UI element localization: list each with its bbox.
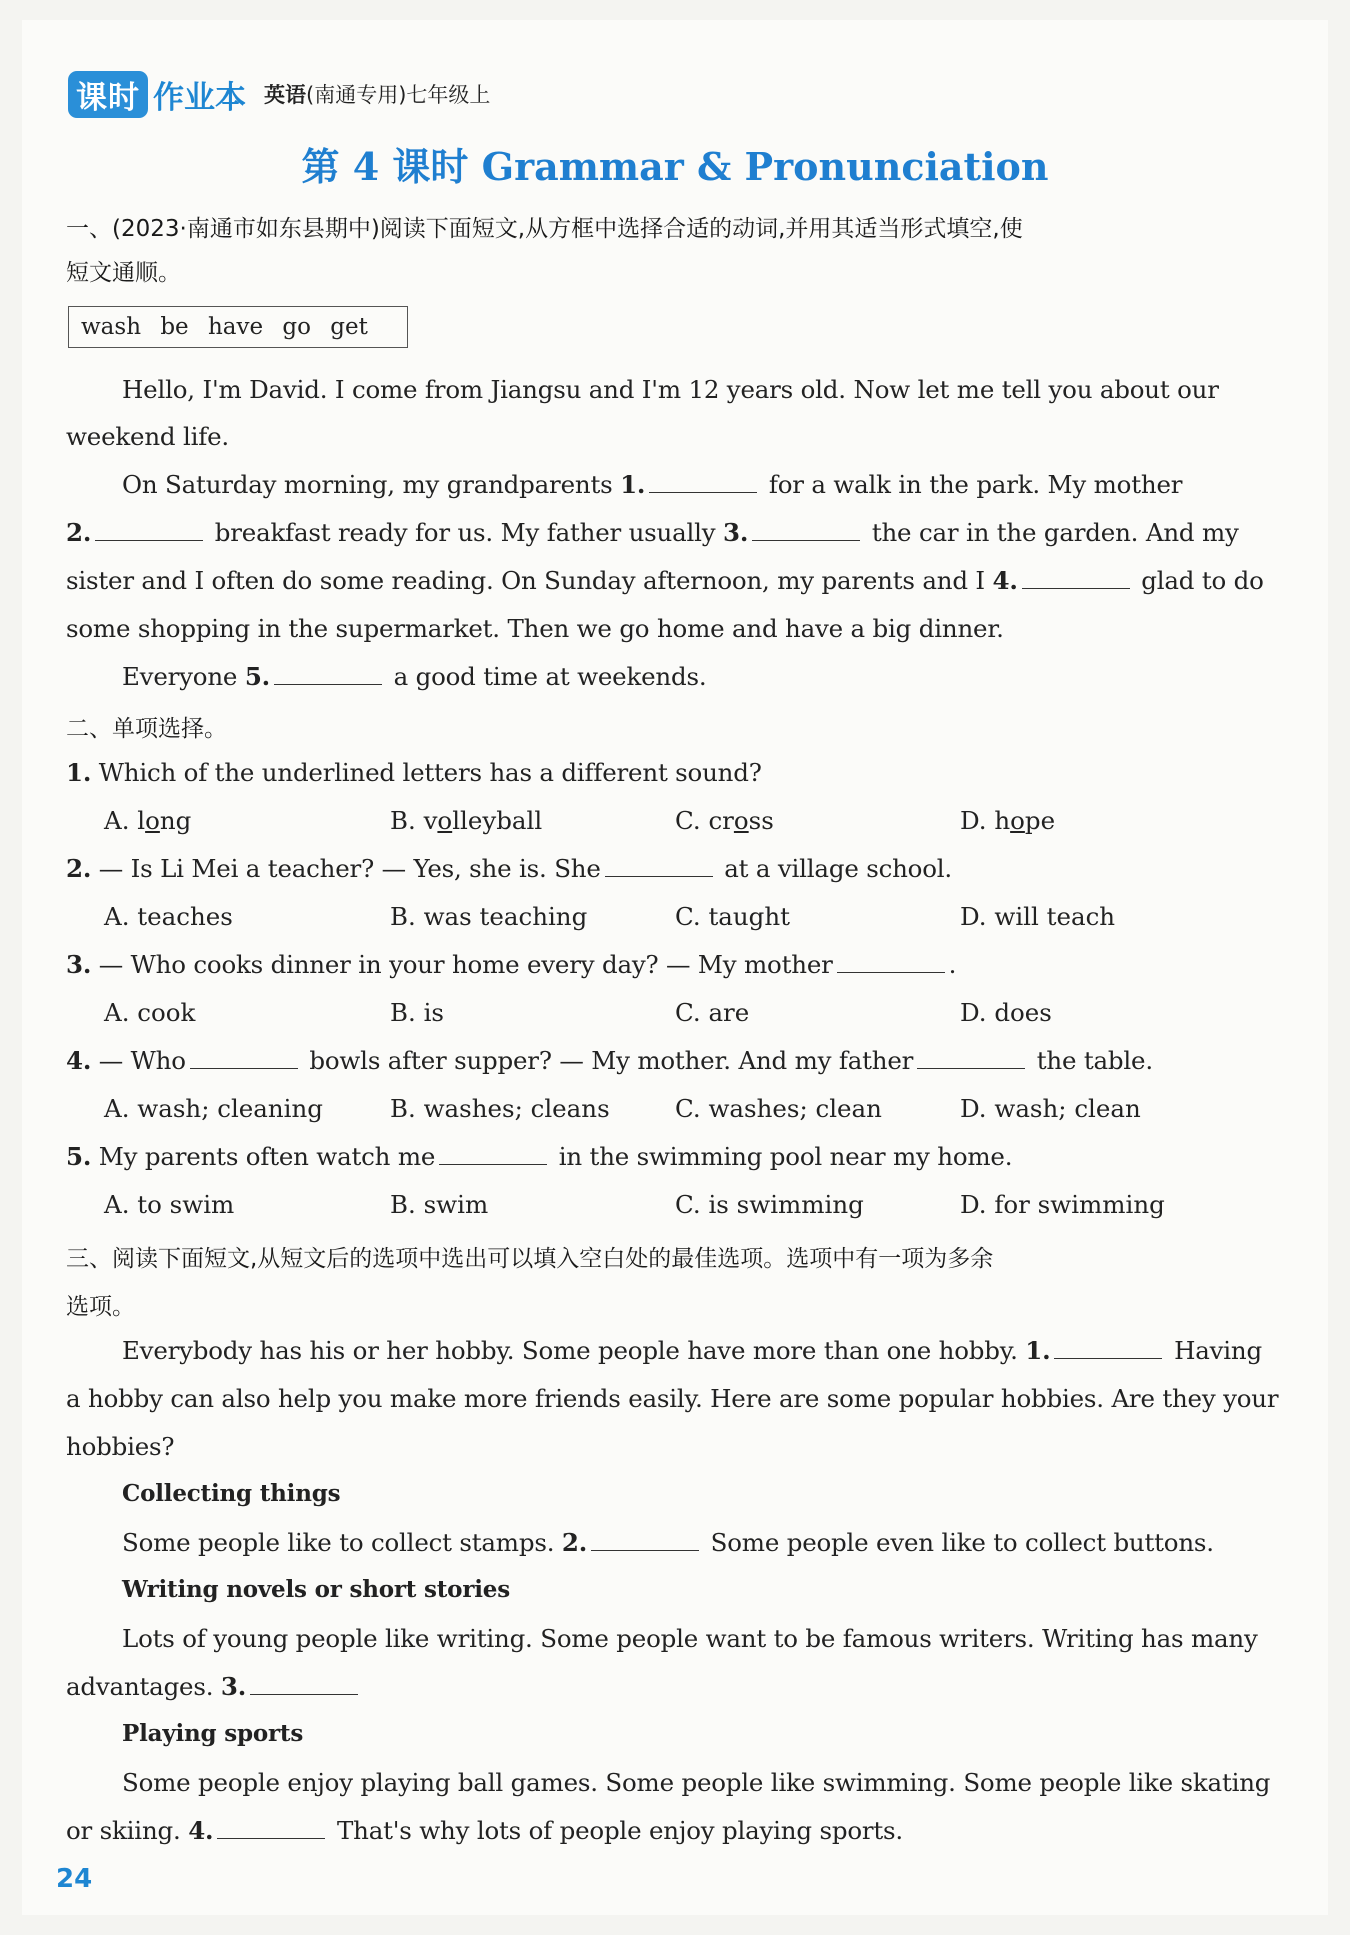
option-c[interactable]: C. cross [675, 806, 774, 835]
answer-blank[interactable] [605, 854, 713, 877]
answer-blank[interactable] [95, 518, 203, 541]
option-c[interactable]: C. taught [675, 902, 790, 931]
brand-logo-text: 作业本 [153, 79, 246, 116]
passage-line: or skiing. 4. That's why lots of people enjoy playing sports. [66, 1816, 903, 1845]
answer-blank[interactable] [917, 1046, 1025, 1069]
book-info: 英语(南通专用)七年级上 [264, 83, 491, 107]
option-a[interactable]: A. long [104, 806, 192, 835]
answer-blank[interactable] [752, 518, 860, 541]
passage-line: some shopping in the supermarket. Then we go home and have a big dinner. [66, 614, 1004, 643]
passage-line: Everybody has his or her hobby. Some people have more than one hobby. 1. Having [122, 1336, 1262, 1365]
passage-line: weekend life. [66, 422, 229, 451]
question-2: 2. — Is Li Mei a teacher? — Yes, she is. She at a village school. [66, 854, 953, 883]
option-c[interactable]: C. are [675, 998, 750, 1027]
question-1: 1. Which of the underlined letters has a different sound? [66, 758, 762, 787]
section1-heading: 一、(2023·南通市如东县期中)阅读下面短文,从方框中选择合适的动词,并用其适当形式填空,使 [66, 216, 1023, 242]
answer-blank[interactable] [649, 470, 757, 493]
question-5: 5. My parents often watch me in the swimming pool near my home. [66, 1142, 1013, 1171]
answer-blank[interactable] [591, 1528, 699, 1551]
answer-blank[interactable] [1054, 1336, 1162, 1359]
passage-line: Everyone 5. a good time at weekends. [122, 662, 707, 691]
passage-line: sister and I often do some reading. On Sunday afternoon, my parents and I 4. glad to do [66, 566, 1264, 595]
passage-line: Hello, I'm David. I come from Jiangsu and I'm 12 years old. Now let me tell you about our [122, 375, 1219, 404]
book-header [68, 72, 490, 116]
option-a[interactable]: A. cook [104, 998, 196, 1027]
option-d[interactable]: D. hope [960, 806, 1056, 835]
section3-heading-cont: 选项。 [66, 1294, 135, 1320]
answer-blank[interactable] [439, 1142, 547, 1165]
page-number: 24 [56, 1864, 93, 1894]
answer-blank[interactable] [190, 1046, 298, 1069]
answer-blank[interactable] [837, 950, 945, 973]
option-d[interactable]: D. does [960, 998, 1052, 1027]
brand-logo: 课时 [68, 71, 148, 118]
subheading-writing: Writing novels or short stories [122, 1576, 510, 1603]
passage-line: a hobby can also help you make more friends easily. Here are some popular hobbies. Are they your [66, 1384, 1279, 1413]
option-b[interactable]: B. swim [390, 1190, 489, 1219]
option-d[interactable]: D. for swimming [960, 1190, 1165, 1219]
subheading-collecting: Collecting things [122, 1480, 341, 1507]
option-b[interactable]: B. washes; cleans [390, 1094, 610, 1123]
passage-line: advantages. 3. [66, 1672, 362, 1701]
word-box: wash be have go get [68, 306, 408, 348]
question-3: 3. — Who cooks dinner in your home every day? — My mother . [66, 950, 957, 979]
passage-line: Some people enjoy playing ball games. Some people like swimming. Some people like skating [122, 1768, 1271, 1797]
passage-line: On Saturday morning, my grandparents 1. for a walk in the park. My mother [122, 470, 1183, 499]
passage-line: hobbies? [66, 1432, 175, 1461]
passage-line: Some people like to collect stamps. 2. Some people even like to collect buttons. [122, 1528, 1214, 1557]
option-a[interactable]: A. wash; cleaning [104, 1094, 323, 1123]
section1-heading-cont: 短文通顺。 [66, 260, 181, 286]
option-c[interactable]: C. is swimming [675, 1190, 864, 1219]
answer-blank[interactable] [250, 1672, 358, 1695]
option-d[interactable]: D. will teach [960, 902, 1116, 931]
option-b[interactable]: B. is [390, 998, 444, 1027]
option-b[interactable]: B. was teaching [390, 902, 588, 931]
passage-line: 2. breakfast ready for us. My father usually 3. the car in the garden. And my [66, 518, 1239, 547]
section2-heading: 二、单项选择。 [66, 716, 227, 742]
option-b[interactable]: B. volleyball [390, 806, 543, 835]
option-d[interactable]: D. wash; clean [960, 1094, 1141, 1123]
subheading-sports: Playing sports [122, 1720, 304, 1747]
answer-blank[interactable] [1022, 566, 1130, 589]
option-a[interactable]: A. teaches [104, 902, 233, 931]
answer-blank[interactable] [274, 662, 382, 685]
answer-blank[interactable] [217, 1816, 325, 1839]
section3-heading: 三、阅读下面短文,从短文后的选项中选出可以填入空白处的最佳选项。选项中有一项为多余 [66, 1246, 994, 1272]
lesson-title: 第 4 课时 Grammar & Pronunciation [301, 144, 1049, 189]
option-a[interactable]: A. to swim [104, 1190, 235, 1219]
question-4: 4. — Who bowls after supper? — My mother. And my father the table. [66, 1046, 1153, 1075]
option-c[interactable]: C. washes; clean [675, 1094, 882, 1123]
passage-line: Lots of young people like writing. Some people want to be famous writers. Writing has many [122, 1624, 1258, 1653]
